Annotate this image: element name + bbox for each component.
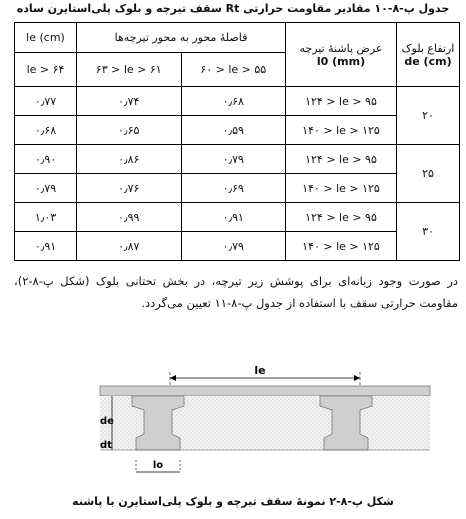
cell-b: ۰٫۷۴ (77, 87, 182, 116)
de-label: de (100, 416, 114, 427)
header-block-height (397, 23, 460, 87)
table-caption: جدول پ-۸-۱۰ مقادیر مقاومت حرارتی Rt سقف تیرچه و بلوک پلی‌استایرن ساده (16, 2, 450, 15)
header-col-c: le > ۶۴ (15, 53, 77, 87)
cell-b: ۰٫۹۹ (77, 203, 182, 232)
cell-c: ۰٫۹۱ (15, 232, 77, 261)
cell-c: ۰٫۹۰ (15, 145, 77, 174)
slab-section-figure (80, 362, 440, 482)
lo-label: lo (152, 460, 164, 471)
le-arrow-left (170, 375, 176, 381)
table-row (15, 232, 460, 261)
header-heel-width (286, 23, 397, 87)
cell-b: ۰٫۸۶ (77, 145, 182, 174)
header-heel-width-label: عرض پاشنهٔ تیرچه (299, 41, 383, 55)
cell-a: ۰٫۵۹ (181, 116, 286, 145)
cell-a: ۰٫۷۹ (181, 232, 286, 261)
cell-a: ۰٫۶۸ (181, 87, 286, 116)
cell-b: ۰٫۷۶ (77, 174, 182, 203)
le-label: le (254, 364, 266, 377)
table-row (15, 203, 460, 232)
cell-a: ۰٫۷۹ (181, 145, 286, 174)
cell-heel: ۱۴۰ > le > ۱۲۵ (286, 116, 397, 145)
cell-heel: ۱۲۴ > le > ۹۵ (286, 145, 397, 174)
cell-heel: ۱۲۴ > le > ۹۵ (286, 87, 397, 116)
header-spacing: فاصلهٔ محور به محور تیرچه‌ها (77, 23, 286, 53)
header-block-height-unit: de (cm) (404, 54, 452, 68)
cell-c: ۰٫۷۹ (15, 174, 77, 203)
cell-heel: ۱۴۰ > le > ۱۲۵ (286, 174, 397, 203)
cell-a: ۰٫۶۹ (181, 174, 286, 203)
concrete-topping (100, 386, 430, 396)
thermal-resistance-table (14, 22, 460, 261)
cell-c: ۱٫۰۳ (15, 203, 77, 232)
figure-caption: شکل پ-۸-۲ نمونهٔ سقف تیرچه و بلوک پلی‌استایرن با پاشنه (72, 495, 394, 508)
cell-a: ۰٫۹۱ (181, 203, 286, 232)
header-spacing-unit: le (cm) (15, 23, 77, 53)
cell-c: ۰٫۷۷ (15, 87, 77, 116)
table-row (15, 145, 460, 174)
header-col-a: ۶۰ > le > ۵۵ (181, 53, 286, 87)
table-row (15, 87, 460, 116)
le-arrow-right (354, 375, 360, 381)
cell-heel: ۱۲۴ > le > ۹۵ (286, 203, 397, 232)
table-row (15, 116, 460, 145)
header-col-b: ۶۳ > le > ۶۱ (77, 53, 182, 87)
cell-height: ۳۰ (397, 203, 460, 261)
cell-heel: ۱۴۰ > le > ۱۲۵ (286, 232, 397, 261)
cell-b: ۰٫۸۷ (77, 232, 182, 261)
header-heel-width-unit: l0 (mm) (316, 54, 366, 68)
body-paragraph: در صورت وجود زبانه‌ای برای پوشش زیر تیرچه، در بخش تحتانی بلوک (شکل پ-۸-۲)، مقاومت حرارتی سقف با استفاده از جدول پ-۸-۱۱ تعیین می‌گردد. (14, 274, 458, 310)
dt-label: dt (100, 440, 112, 451)
header-block-height-label: ارتفاع بلوک (401, 41, 455, 55)
cell-height: ۲۰ (397, 87, 460, 145)
cell-b: ۰٫۶۵ (77, 116, 182, 145)
cell-height: ۲۵ (397, 145, 460, 203)
table-row (15, 174, 460, 203)
cell-c: ۰٫۶۸ (15, 116, 77, 145)
